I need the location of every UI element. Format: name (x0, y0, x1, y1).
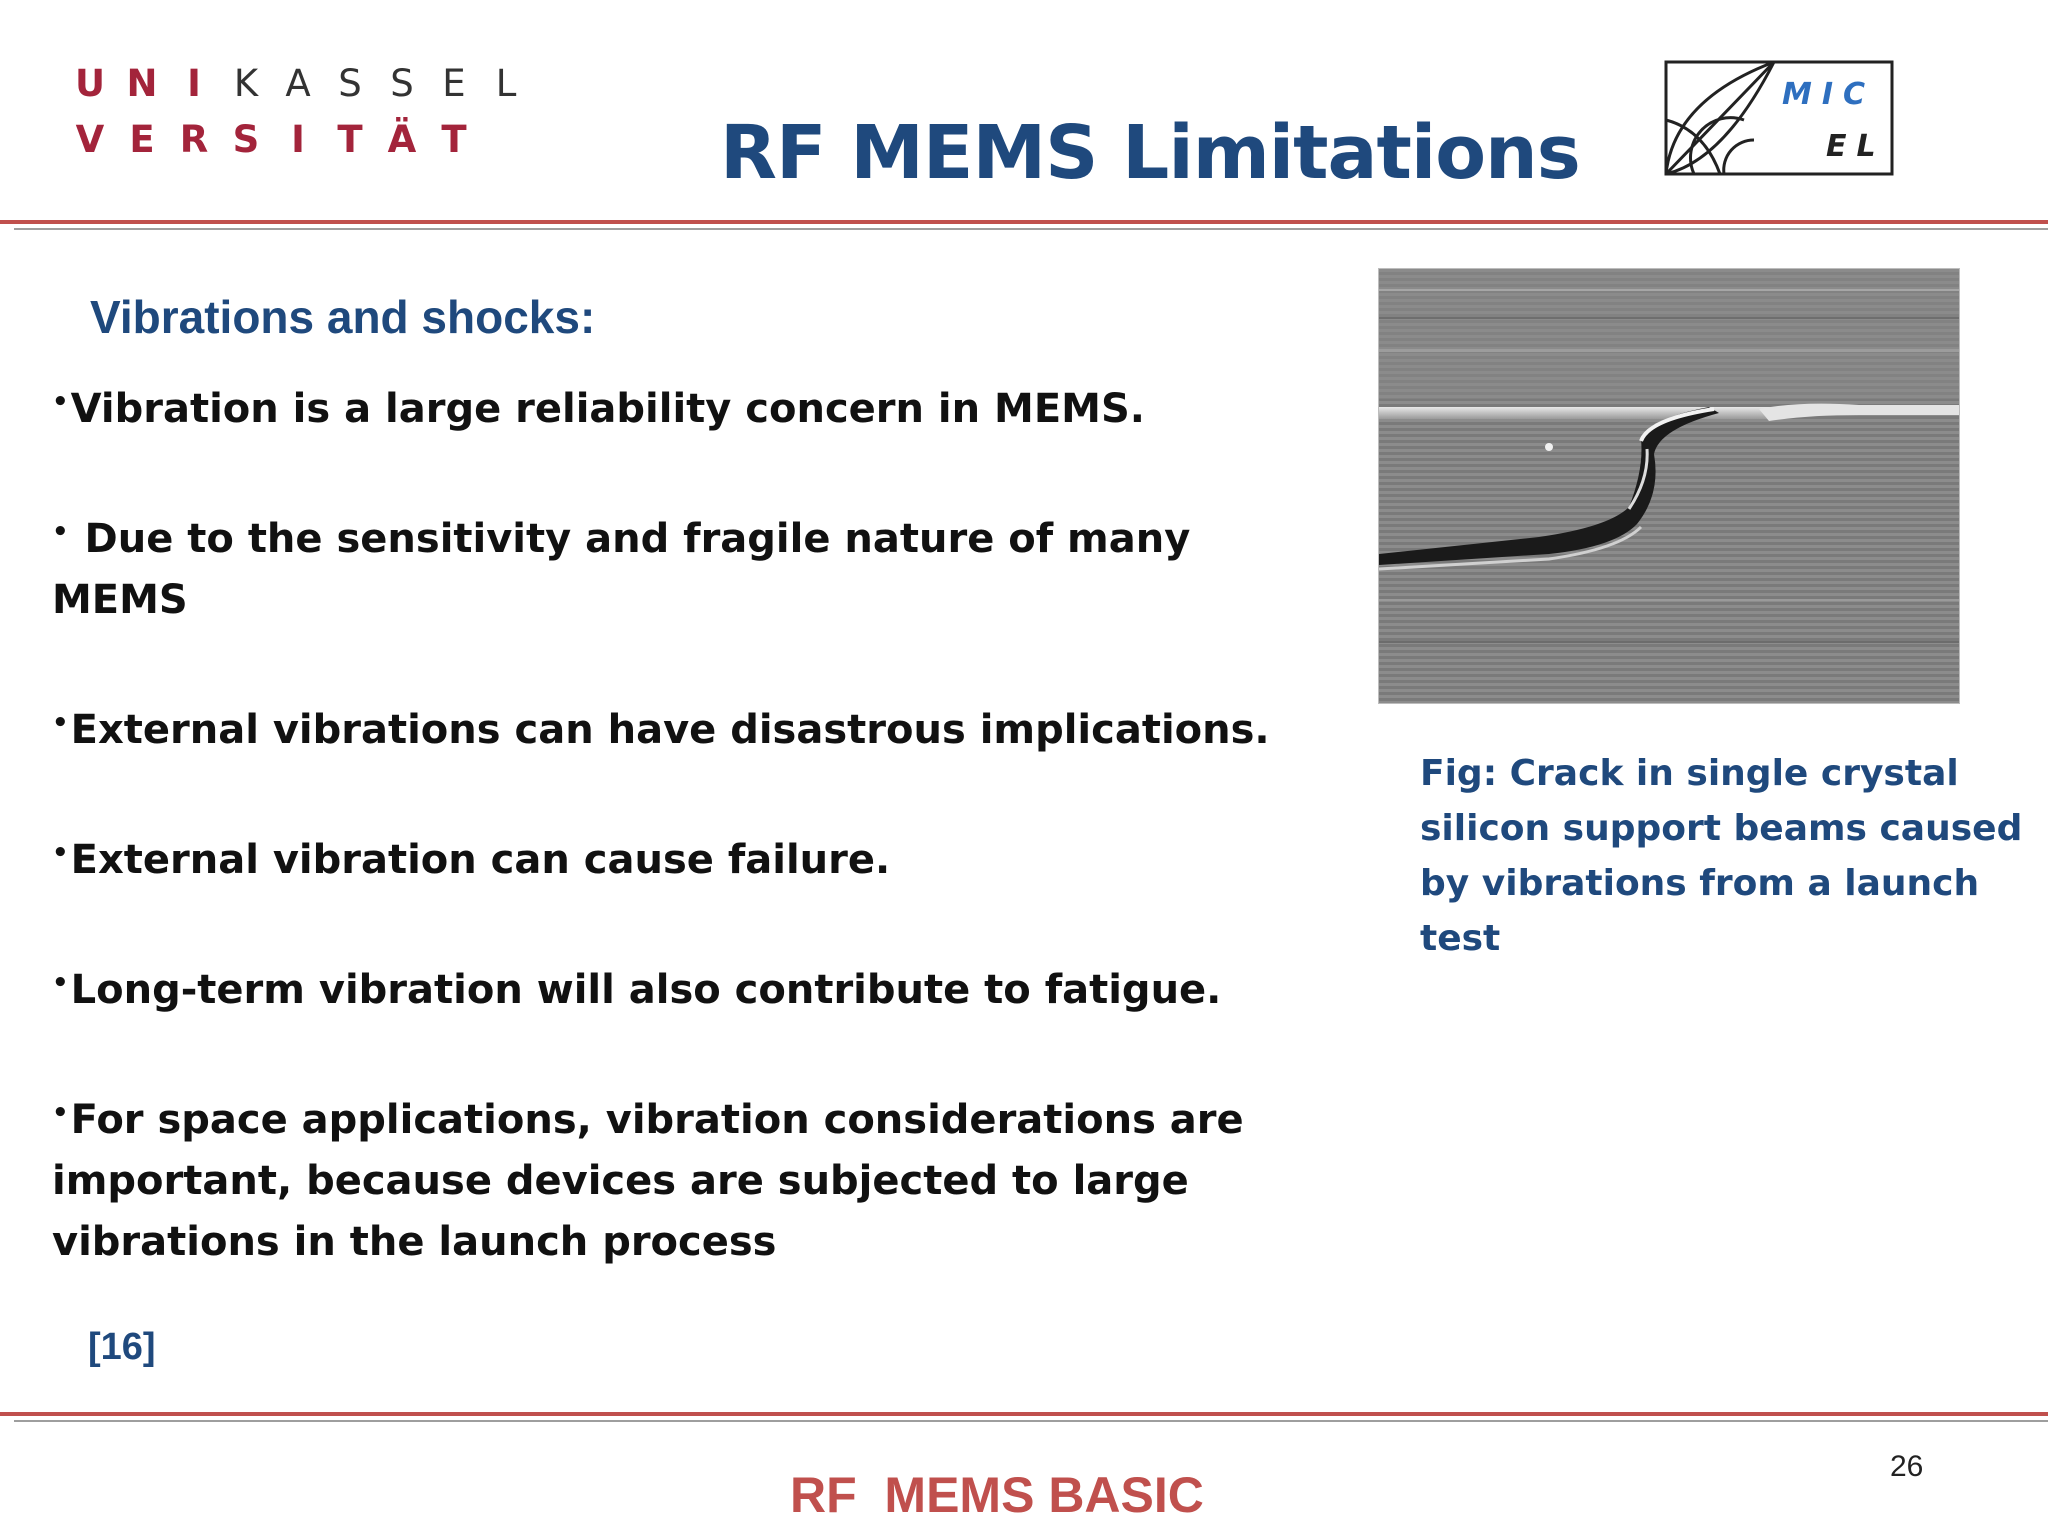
logo-letter: I (291, 118, 305, 161)
bullet-text: Long-term vibration will also contribute to fatigue. (70, 967, 1222, 1013)
university-logo (64, 62, 524, 172)
logo-letter: A (285, 62, 311, 105)
footer-title: RF MEMS BASIC (790, 1467, 1204, 1523)
reference-label: [16] (88, 1326, 156, 1368)
bullet-icon: • (52, 1098, 69, 1128)
bullet-item (52, 693, 1302, 761)
figure-caption-line: Fig: Crack in single crystal (1420, 753, 1959, 794)
bullet-text: External vibration can cause failure. (70, 837, 891, 883)
bullet-list (52, 372, 1302, 1335)
logo-letter: V (75, 118, 105, 161)
micel-logo-text2: EL (1826, 129, 1886, 164)
footer-divider (0, 1412, 2048, 1416)
micel-logo-text1: MIC (1782, 77, 1876, 112)
figure-caption-line: by vibrations from a launch test (1420, 863, 1980, 959)
logo-letter: E (442, 62, 466, 105)
logo-letter: I (187, 62, 201, 105)
logo-letter: R (179, 118, 209, 161)
logo-letter: S (390, 62, 414, 105)
footer-divider-shadow (14, 1420, 2048, 1422)
logo-letter: K (233, 62, 259, 105)
bullet-item (52, 502, 1302, 631)
crack-micrograph-image (1379, 269, 1959, 703)
bullet-text: Vibration is a large reliability concern in MEMS. (70, 386, 1145, 432)
bullet-text: Due to the sensitivity and fragile nature of many MEMS (52, 516, 1191, 623)
bullet-icon: • (52, 838, 69, 868)
bullet-icon: • (52, 708, 69, 738)
logo-letter: T (337, 118, 363, 161)
header-divider-shadow (14, 228, 2048, 230)
bullet-icon: • (52, 517, 69, 547)
bullet-item (52, 372, 1302, 440)
bullet-item (52, 823, 1302, 891)
bullet-text: External vibrations can have disastrous implications. (70, 707, 1270, 753)
logo-letter: T (441, 118, 467, 161)
section-heading: Vibrations and shocks: (90, 291, 596, 343)
micel-logo (1664, 60, 1896, 180)
logo-letter: L (495, 62, 517, 105)
bullet-item (52, 953, 1302, 1021)
logo-letter: Ä (387, 118, 417, 161)
bullet-icon: • (52, 968, 69, 998)
micel-logo-graphic (1664, 60, 1896, 180)
header-divider (0, 220, 2048, 224)
university-logo-row2 (64, 118, 480, 161)
slide-title: RF MEMS Limitations (720, 110, 1580, 196)
logo-letter: S (338, 62, 362, 105)
logo-letter: E (129, 118, 155, 161)
university-logo-row1 (64, 62, 532, 105)
figure-caption (1420, 746, 2040, 966)
figure-caption-line: silicon support beams caused (1420, 808, 2023, 849)
logo-letter: U (74, 62, 106, 105)
logo-letter: S (232, 118, 260, 161)
bullet-icon: • (52, 387, 69, 417)
bullet-text: For space applications, vibration considerations are important, because devices are subjected to large vibrations in the launch process (52, 1097, 1244, 1265)
page-number: 26 (1890, 1450, 1924, 1483)
bullet-item (52, 1083, 1302, 1273)
logo-letter: N (126, 62, 158, 105)
crack-micrograph (1378, 268, 1960, 704)
